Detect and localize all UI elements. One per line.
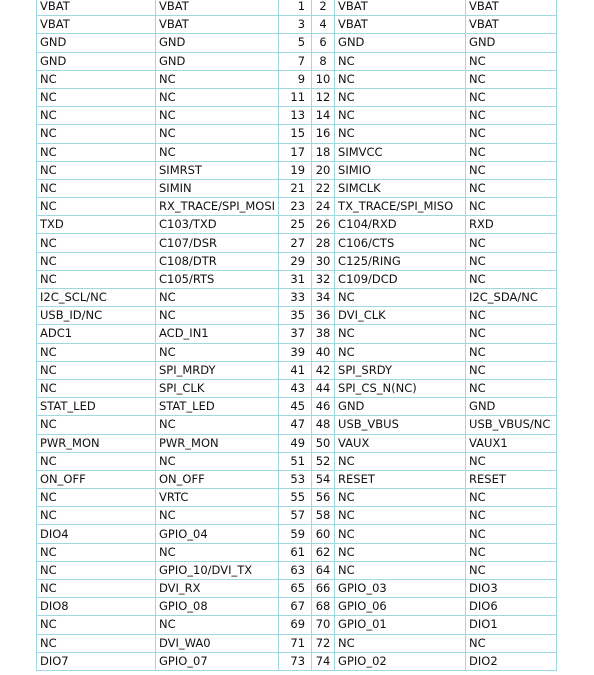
left-pin-number-cell: 61 bbox=[279, 543, 312, 561]
left-signal-cell: NC bbox=[37, 379, 156, 397]
right-signal-cell: NC bbox=[466, 543, 557, 561]
table-row bbox=[37, 179, 557, 197]
right-function-cell: NC bbox=[335, 452, 466, 470]
left-function-cell: SPI_CLK bbox=[156, 379, 279, 397]
right-pin-number-cell: 16 bbox=[312, 125, 335, 143]
right-pin-number-cell: 20 bbox=[312, 161, 335, 179]
right-pin-number-cell: 8 bbox=[312, 52, 335, 70]
right-pin-number-cell: 72 bbox=[312, 634, 335, 652]
right-pin-number-cell: 74 bbox=[312, 652, 335, 670]
left-function-cell: VBAT bbox=[156, 16, 279, 34]
left-pin-number-cell: 13 bbox=[279, 107, 312, 125]
right-function-cell: SPI_SRDY bbox=[335, 361, 466, 379]
left-function-cell: NC bbox=[156, 143, 279, 161]
left-signal-cell: NC bbox=[37, 107, 156, 125]
left-signal-cell: GND bbox=[37, 34, 156, 52]
right-signal-cell: NC bbox=[466, 125, 557, 143]
left-pin-number-cell: 63 bbox=[279, 561, 312, 579]
right-signal-cell: RESET bbox=[466, 470, 557, 488]
left-pin-number-cell: 51 bbox=[279, 452, 312, 470]
right-pin-number-cell: 48 bbox=[312, 416, 335, 434]
right-pin-number-cell: 68 bbox=[312, 598, 335, 616]
right-function-cell: NC bbox=[335, 125, 466, 143]
left-function-cell: DVI_WA0 bbox=[156, 634, 279, 652]
left-pin-number-cell: 59 bbox=[279, 525, 312, 543]
right-pin-number-cell: 4 bbox=[312, 16, 335, 34]
left-function-cell: GPIO_07 bbox=[156, 652, 279, 670]
left-pin-number-cell: 21 bbox=[279, 179, 312, 197]
left-function-cell: C105/RTS bbox=[156, 270, 279, 288]
right-function-cell: GND bbox=[335, 34, 466, 52]
right-function-cell: DVI_CLK bbox=[335, 307, 466, 325]
left-signal-cell: ON_OFF bbox=[37, 470, 156, 488]
left-pin-number-cell: 29 bbox=[279, 252, 312, 270]
right-function-cell: GPIO_02 bbox=[335, 652, 466, 670]
left-function-cell: STAT_LED bbox=[156, 398, 279, 416]
left-signal-cell: DIO4 bbox=[37, 525, 156, 543]
right-signal-cell: DIO6 bbox=[466, 598, 557, 616]
right-signal-cell: GND bbox=[466, 398, 557, 416]
left-signal-cell: PWR_MON bbox=[37, 434, 156, 452]
table-row bbox=[37, 70, 557, 88]
left-signal-cell: DIO7 bbox=[37, 652, 156, 670]
left-pin-number-cell: 1 bbox=[279, 0, 312, 16]
right-function-cell: SIMCLK bbox=[335, 179, 466, 197]
right-pin-number-cell: 42 bbox=[312, 361, 335, 379]
right-pin-number-cell: 46 bbox=[312, 398, 335, 416]
left-pin-number-cell: 35 bbox=[279, 307, 312, 325]
right-pin-number-cell: 52 bbox=[312, 452, 335, 470]
left-function-cell: C103/TXD bbox=[156, 216, 279, 234]
right-pin-number-cell: 56 bbox=[312, 489, 335, 507]
left-pin-number-cell: 69 bbox=[279, 616, 312, 634]
right-signal-cell: NC bbox=[466, 379, 557, 397]
right-signal-cell: DIO2 bbox=[466, 652, 557, 670]
table-row bbox=[37, 416, 557, 434]
right-function-cell: C125/RING bbox=[335, 252, 466, 270]
left-pin-number-cell: 47 bbox=[279, 416, 312, 434]
right-signal-cell: DIO3 bbox=[466, 580, 557, 598]
left-function-cell: DVI_RX bbox=[156, 580, 279, 598]
table-row bbox=[37, 125, 557, 143]
left-pin-number-cell: 19 bbox=[279, 161, 312, 179]
left-signal-cell: VBAT bbox=[37, 16, 156, 34]
table-row bbox=[37, 580, 557, 598]
pin-assignment-table bbox=[36, 0, 557, 671]
right-function-cell: RESET bbox=[335, 470, 466, 488]
left-function-cell: PWR_MON bbox=[156, 434, 279, 452]
left-pin-number-cell: 27 bbox=[279, 234, 312, 252]
left-signal-cell: NC bbox=[37, 270, 156, 288]
pin-table-body bbox=[37, 0, 557, 670]
right-pin-number-cell: 6 bbox=[312, 34, 335, 52]
left-function-cell: SPI_MRDY bbox=[156, 361, 279, 379]
left-pin-number-cell: 5 bbox=[279, 34, 312, 52]
right-signal-cell: NC bbox=[466, 507, 557, 525]
left-signal-cell: NC bbox=[37, 616, 156, 634]
table-row bbox=[37, 52, 557, 70]
right-function-cell: NC bbox=[335, 289, 466, 307]
left-function-cell: C107/DSR bbox=[156, 234, 279, 252]
right-pin-number-cell: 62 bbox=[312, 543, 335, 561]
left-signal-cell: NC bbox=[37, 179, 156, 197]
right-signal-cell: NC bbox=[466, 88, 557, 106]
right-signal-cell: I2C_SDA/NC bbox=[466, 289, 557, 307]
right-function-cell: GND bbox=[335, 398, 466, 416]
right-pin-number-cell: 66 bbox=[312, 580, 335, 598]
left-function-cell: ON_OFF bbox=[156, 470, 279, 488]
right-signal-cell: NC bbox=[466, 361, 557, 379]
left-pin-number-cell: 15 bbox=[279, 125, 312, 143]
left-function-cell: SIMIN bbox=[156, 179, 279, 197]
right-function-cell: SIMIO bbox=[335, 161, 466, 179]
table-row bbox=[37, 434, 557, 452]
left-pin-number-cell: 17 bbox=[279, 143, 312, 161]
right-function-cell: VAUX bbox=[335, 434, 466, 452]
right-pin-number-cell: 60 bbox=[312, 525, 335, 543]
table-row bbox=[37, 107, 557, 125]
left-signal-cell: NC bbox=[37, 161, 156, 179]
right-pin-number-cell: 26 bbox=[312, 216, 335, 234]
right-function-cell: NC bbox=[335, 107, 466, 125]
left-pin-number-cell: 57 bbox=[279, 507, 312, 525]
right-pin-number-cell: 2 bbox=[312, 0, 335, 16]
left-signal-cell: NC bbox=[37, 88, 156, 106]
right-pin-number-cell: 36 bbox=[312, 307, 335, 325]
right-pin-number-cell: 10 bbox=[312, 70, 335, 88]
right-pin-number-cell: 30 bbox=[312, 252, 335, 270]
right-signal-cell: NC bbox=[466, 489, 557, 507]
right-signal-cell: NC bbox=[466, 252, 557, 270]
right-function-cell: C104/RXD bbox=[335, 216, 466, 234]
left-pin-number-cell: 25 bbox=[279, 216, 312, 234]
left-function-cell: VBAT bbox=[156, 0, 279, 16]
right-signal-cell: NC bbox=[466, 270, 557, 288]
right-function-cell: TX_TRACE/SPI_MISO bbox=[335, 198, 466, 216]
left-pin-number-cell: 9 bbox=[279, 70, 312, 88]
left-signal-cell: USB_ID/NC bbox=[37, 307, 156, 325]
right-signal-cell: VBAT bbox=[466, 0, 557, 16]
table-row bbox=[37, 525, 557, 543]
left-pin-number-cell: 53 bbox=[279, 470, 312, 488]
right-function-cell: SIMVCC bbox=[335, 143, 466, 161]
left-pin-number-cell: 3 bbox=[279, 16, 312, 34]
left-signal-cell: GND bbox=[37, 52, 156, 70]
left-function-cell: NC bbox=[156, 107, 279, 125]
left-signal-cell: NC bbox=[37, 543, 156, 561]
right-function-cell: VBAT bbox=[335, 16, 466, 34]
right-signal-cell: NC bbox=[466, 161, 557, 179]
left-function-cell: GND bbox=[156, 52, 279, 70]
table-row bbox=[37, 0, 557, 16]
right-function-cell: NC bbox=[335, 52, 466, 70]
left-function-cell: GND bbox=[156, 34, 279, 52]
table-row bbox=[37, 34, 557, 52]
left-pin-number-cell: 45 bbox=[279, 398, 312, 416]
right-signal-cell: NC bbox=[466, 525, 557, 543]
table-row bbox=[37, 398, 557, 416]
right-pin-number-cell: 14 bbox=[312, 107, 335, 125]
left-pin-number-cell: 41 bbox=[279, 361, 312, 379]
right-function-cell: NC bbox=[335, 525, 466, 543]
left-signal-cell: NC bbox=[37, 361, 156, 379]
table-row bbox=[37, 216, 557, 234]
left-function-cell: NC bbox=[156, 343, 279, 361]
left-signal-cell: NC bbox=[37, 234, 156, 252]
left-signal-cell: NC bbox=[37, 125, 156, 143]
right-pin-number-cell: 34 bbox=[312, 289, 335, 307]
right-pin-number-cell: 40 bbox=[312, 343, 335, 361]
left-function-cell: NC bbox=[156, 70, 279, 88]
left-function-cell: ACD_IN1 bbox=[156, 325, 279, 343]
table-row bbox=[37, 161, 557, 179]
left-function-cell: GPIO_10/DVI_TX bbox=[156, 561, 279, 579]
left-function-cell: NC bbox=[156, 307, 279, 325]
left-pin-number-cell: 67 bbox=[279, 598, 312, 616]
right-pin-number-cell: 38 bbox=[312, 325, 335, 343]
right-function-cell: GPIO_01 bbox=[335, 616, 466, 634]
table-row bbox=[37, 307, 557, 325]
left-pin-number-cell: 71 bbox=[279, 634, 312, 652]
right-function-cell: C109/DCD bbox=[335, 270, 466, 288]
right-pin-number-cell: 32 bbox=[312, 270, 335, 288]
table-row bbox=[37, 289, 557, 307]
table-row bbox=[37, 543, 557, 561]
right-signal-cell: NC bbox=[466, 343, 557, 361]
right-signal-cell: NC bbox=[466, 198, 557, 216]
right-function-cell: NC bbox=[335, 561, 466, 579]
right-function-cell: SPI_CS_N(NC) bbox=[335, 379, 466, 397]
right-pin-number-cell: 70 bbox=[312, 616, 335, 634]
right-function-cell: NC bbox=[335, 343, 466, 361]
table-row bbox=[37, 561, 557, 579]
table-row bbox=[37, 507, 557, 525]
left-signal-cell: NC bbox=[37, 252, 156, 270]
left-signal-cell: TXD bbox=[37, 216, 156, 234]
left-signal-cell: NC bbox=[37, 561, 156, 579]
right-pin-number-cell: 50 bbox=[312, 434, 335, 452]
table-row bbox=[37, 343, 557, 361]
right-pin-number-cell: 44 bbox=[312, 379, 335, 397]
left-function-cell: NC bbox=[156, 416, 279, 434]
right-signal-cell: NC bbox=[466, 70, 557, 88]
left-signal-cell: VBAT bbox=[37, 0, 156, 16]
right-signal-cell: NC bbox=[466, 52, 557, 70]
table-row bbox=[37, 325, 557, 343]
right-signal-cell: USB_VBUS/NC bbox=[466, 416, 557, 434]
left-signal-cell: NC bbox=[37, 634, 156, 652]
left-signal-cell: NC bbox=[37, 198, 156, 216]
table-row bbox=[37, 16, 557, 34]
left-function-cell: NC bbox=[156, 88, 279, 106]
left-signal-cell: NC bbox=[37, 580, 156, 598]
left-signal-cell: NC bbox=[37, 343, 156, 361]
right-function-cell: VBAT bbox=[335, 0, 466, 16]
table-row bbox=[37, 234, 557, 252]
right-function-cell: NC bbox=[335, 543, 466, 561]
right-pin-number-cell: 12 bbox=[312, 88, 335, 106]
right-signal-cell: NC bbox=[466, 634, 557, 652]
left-pin-number-cell: 23 bbox=[279, 198, 312, 216]
table-row bbox=[37, 143, 557, 161]
left-function-cell: NC bbox=[156, 616, 279, 634]
left-function-cell: C108/DTR bbox=[156, 252, 279, 270]
table-row bbox=[37, 470, 557, 488]
right-pin-number-cell: 58 bbox=[312, 507, 335, 525]
left-function-cell: VRTC bbox=[156, 489, 279, 507]
table-row bbox=[37, 652, 557, 670]
table-row bbox=[37, 270, 557, 288]
left-signal-cell: NC bbox=[37, 416, 156, 434]
right-signal-cell: NC bbox=[466, 561, 557, 579]
right-signal-cell: NC bbox=[466, 307, 557, 325]
right-function-cell: NC bbox=[335, 325, 466, 343]
right-pin-number-cell: 22 bbox=[312, 179, 335, 197]
table-row bbox=[37, 88, 557, 106]
table-row bbox=[37, 361, 557, 379]
right-signal-cell: VAUX1 bbox=[466, 434, 557, 452]
right-signal-cell: GND bbox=[466, 34, 557, 52]
right-function-cell: NC bbox=[335, 489, 466, 507]
right-function-cell: NC bbox=[335, 88, 466, 106]
left-pin-number-cell: 7 bbox=[279, 52, 312, 70]
right-signal-cell: NC bbox=[466, 107, 557, 125]
left-pin-number-cell: 43 bbox=[279, 379, 312, 397]
right-function-cell: C106/CTS bbox=[335, 234, 466, 252]
right-function-cell: NC bbox=[335, 70, 466, 88]
right-function-cell: NC bbox=[335, 634, 466, 652]
right-pin-number-cell: 54 bbox=[312, 470, 335, 488]
table-row bbox=[37, 452, 557, 470]
right-pin-number-cell: 64 bbox=[312, 561, 335, 579]
right-pin-number-cell: 24 bbox=[312, 198, 335, 216]
right-signal-cell: VBAT bbox=[466, 16, 557, 34]
left-function-cell: GPIO_08 bbox=[156, 598, 279, 616]
left-function-cell: RX_TRACE/SPI_MOSI bbox=[156, 198, 279, 216]
left-signal-cell: STAT_LED bbox=[37, 398, 156, 416]
left-function-cell: NC bbox=[156, 289, 279, 307]
table-row bbox=[37, 616, 557, 634]
right-function-cell: GPIO_03 bbox=[335, 580, 466, 598]
left-function-cell: NC bbox=[156, 125, 279, 143]
left-function-cell: SIMRST bbox=[156, 161, 279, 179]
left-signal-cell: NC bbox=[37, 143, 156, 161]
left-pin-number-cell: 11 bbox=[279, 88, 312, 106]
left-signal-cell: NC bbox=[37, 489, 156, 507]
right-signal-cell: NC bbox=[466, 179, 557, 197]
left-signal-cell: ADC1 bbox=[37, 325, 156, 343]
left-signal-cell: NC bbox=[37, 452, 156, 470]
left-function-cell: NC bbox=[156, 543, 279, 561]
table-row bbox=[37, 598, 557, 616]
right-function-cell: USB_VBUS bbox=[335, 416, 466, 434]
left-pin-number-cell: 33 bbox=[279, 289, 312, 307]
left-signal-cell: I2C_SCL/NC bbox=[37, 289, 156, 307]
left-function-cell: NC bbox=[156, 507, 279, 525]
table-row bbox=[37, 634, 557, 652]
right-signal-cell: RXD bbox=[466, 216, 557, 234]
right-pin-number-cell: 18 bbox=[312, 143, 335, 161]
left-pin-number-cell: 55 bbox=[279, 489, 312, 507]
right-signal-cell: DIO1 bbox=[466, 616, 557, 634]
right-signal-cell: NC bbox=[466, 325, 557, 343]
left-signal-cell: NC bbox=[37, 507, 156, 525]
left-pin-number-cell: 37 bbox=[279, 325, 312, 343]
right-signal-cell: NC bbox=[466, 234, 557, 252]
left-pin-number-cell: 49 bbox=[279, 434, 312, 452]
left-pin-number-cell: 39 bbox=[279, 343, 312, 361]
left-pin-number-cell: 73 bbox=[279, 652, 312, 670]
left-pin-number-cell: 31 bbox=[279, 270, 312, 288]
left-function-cell: NC bbox=[156, 452, 279, 470]
left-signal-cell: DIO8 bbox=[37, 598, 156, 616]
table-row bbox=[37, 489, 557, 507]
left-signal-cell: NC bbox=[37, 70, 156, 88]
right-signal-cell: NC bbox=[466, 452, 557, 470]
table-row bbox=[37, 379, 557, 397]
table-row bbox=[37, 252, 557, 270]
left-function-cell: GPIO_04 bbox=[156, 525, 279, 543]
right-function-cell: NC bbox=[335, 507, 466, 525]
table-row bbox=[37, 198, 557, 216]
left-pin-number-cell: 65 bbox=[279, 580, 312, 598]
right-function-cell: GPIO_06 bbox=[335, 598, 466, 616]
right-signal-cell: NC bbox=[466, 143, 557, 161]
right-pin-number-cell: 28 bbox=[312, 234, 335, 252]
